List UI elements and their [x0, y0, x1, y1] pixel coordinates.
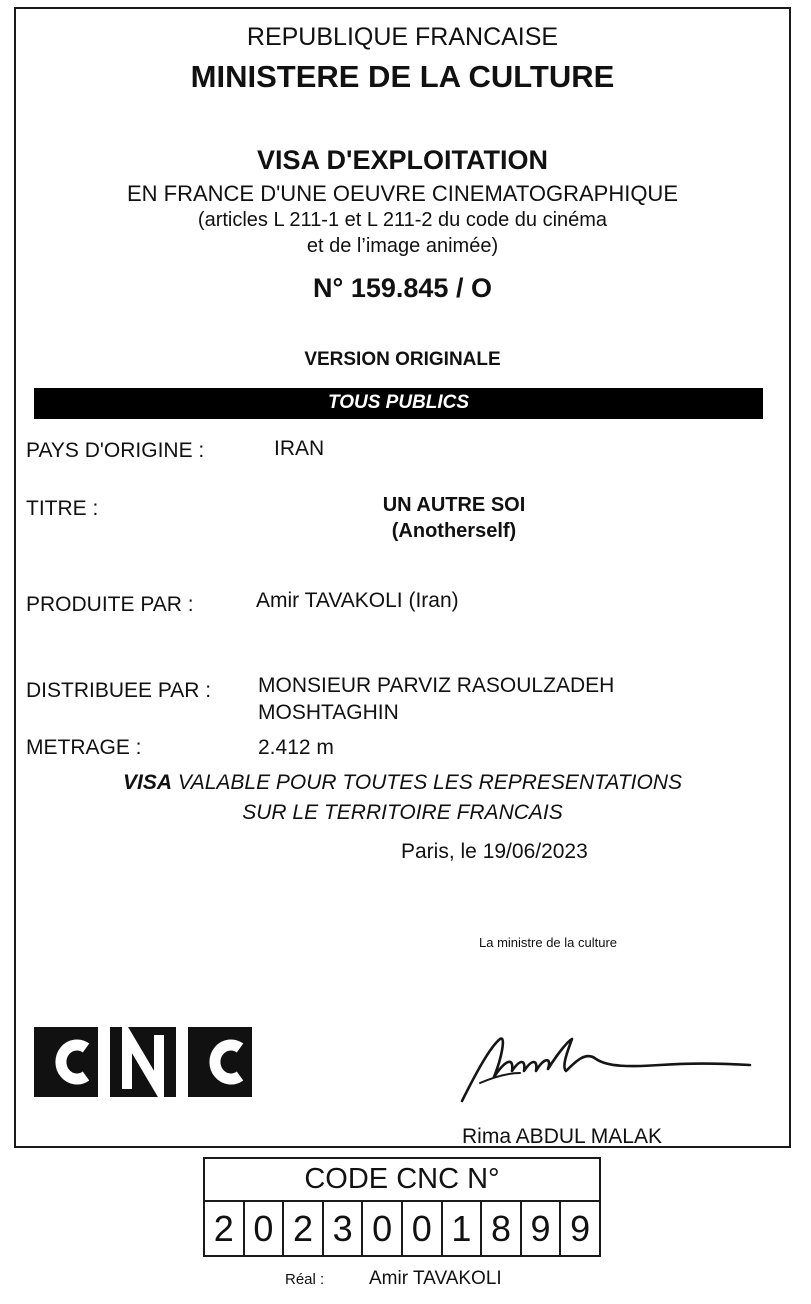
director-label: Réal :: [285, 1271, 325, 1288]
signature-icon: [454, 1033, 754, 1105]
validity-line-2: SUR LE TERRITOIRE FRANCAIS: [242, 801, 563, 824]
code-digit: 8: [482, 1202, 522, 1255]
minister-name: Rima ABDUL MALAK: [462, 1125, 662, 1148]
audience-band: TOUS PUBLICS: [34, 388, 763, 419]
length-label: METRAGE :: [26, 736, 142, 759]
code-digit: 1: [443, 1202, 483, 1255]
distributor-label: DISTRIBUEE PAR :: [26, 679, 212, 702]
articles-line-2: et de l’image animée): [306, 235, 499, 257]
issue-date: Paris, le 19/06/2023: [401, 840, 588, 863]
director-name: Amir TAVAKOLI: [369, 1268, 502, 1289]
cnc-code-box: [203, 1157, 601, 1257]
producer-value: Amir TAVAKOLI (Iran): [256, 589, 459, 612]
visa-subtitle: EN FRANCE D'UNE OEUVRE CINEMATOGRAPHIQUE: [126, 181, 678, 206]
title-label: TITRE :: [26, 497, 99, 520]
code-digit: 2: [284, 1202, 324, 1255]
validity-rest: VALABLE POUR TOUTES LES REPRESENTATIONS: [172, 771, 682, 794]
minister-role: La ministre de la culture: [479, 935, 618, 950]
distributor-line-1: MONSIEUR PARVIZ RASOULZADEH: [258, 674, 615, 697]
code-digit: 9: [570, 1208, 591, 1249]
republic-heading: REPUBLIQUE FRANCAISE: [246, 23, 559, 51]
film-title-alt: (Anotherself): [391, 520, 517, 542]
code-digit: 0: [363, 1202, 403, 1255]
validity-line-1: [16, 771, 789, 795]
articles-line-1: (articles L 211-1 et L 211-2 du code du cinéma: [197, 209, 608, 231]
cnc-code-digits: [205, 1202, 599, 1255]
cnc-code-title: CODE CNC N°: [205, 1159, 599, 1202]
validity-bold-word: VISA: [123, 771, 173, 794]
code-digit: 3: [324, 1202, 364, 1255]
distributor-line-2: MOSHTAGHIN: [258, 701, 399, 724]
length-value: 2.412 m: [258, 736, 334, 759]
visa-title: VISA D'EXPLOITATION: [257, 145, 548, 175]
code-digit: 0: [403, 1202, 443, 1255]
producer-label: PRODUITE PAR :: [26, 593, 194, 616]
code-digit: 2: [205, 1202, 245, 1255]
country-label: PAYS D'ORIGINE :: [26, 439, 205, 462]
code-digit: 9: [522, 1202, 562, 1255]
country-value: IRAN: [274, 437, 325, 460]
film-title: UN AUTRE SOI: [382, 494, 526, 516]
visa-number: N° 159.845 / O: [313, 273, 492, 303]
code-digit: 0: [245, 1202, 285, 1255]
cnc-logo-icon: [34, 1027, 252, 1097]
version-label: VERSION ORIGINALE: [304, 349, 501, 370]
visa-card: [14, 7, 791, 1148]
ministry-heading: MINISTERE DE LA CULTURE: [190, 59, 615, 94]
